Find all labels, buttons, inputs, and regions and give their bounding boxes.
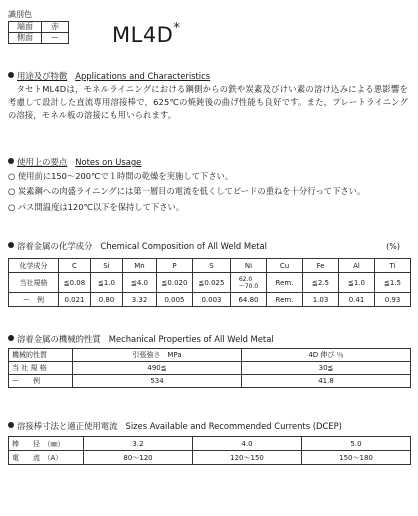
mech-example-row (9, 375, 411, 388)
bullet-icon (8, 72, 14, 78)
sizes-row-label: 棒 径 （㎜） (9, 437, 84, 451)
usage-title-en: Notes on Usage (75, 157, 142, 167)
chem-row-label: ー 例 (9, 293, 59, 307)
chem-cell: ≦0.08 (59, 273, 91, 293)
chem-cell: Rem. (267, 293, 303, 307)
sizes-cell: 5.0 (302, 437, 411, 451)
sizes-heading (8, 421, 342, 432)
applications-heading (8, 71, 210, 82)
chem-row-label: 当社規格 (9, 273, 59, 293)
mech-header: 引張強さ MPa (73, 349, 242, 362)
id-color-label: 端面 (9, 22, 42, 33)
chem-cell: Rem. (267, 273, 303, 293)
chem-cell: 0.021 (59, 293, 91, 307)
sizes-cell: 120〜150 (193, 451, 302, 465)
id-color-value: 赤 (42, 22, 69, 33)
chem-header: S (193, 259, 231, 273)
id-color-row-side (9, 33, 69, 44)
mech-cell: 490≦ (73, 362, 242, 375)
mech-cell: 30≦ (242, 362, 411, 375)
mech-cell: 41.8 (242, 375, 411, 388)
id-color-label: 側面 (9, 33, 42, 44)
ni-range-bottom: 〜70.0 (238, 282, 259, 290)
chem-header: Al (339, 259, 375, 273)
chem-header: Si (91, 259, 123, 273)
chem-header: Ni (231, 259, 267, 273)
mech-spec-row (9, 362, 411, 375)
bullet-icon (8, 242, 14, 248)
chem-cell: ≦1.0 (91, 273, 123, 293)
mech-cell: 534 (73, 375, 242, 388)
mech-header-row (9, 349, 411, 362)
bullet-icon (8, 158, 14, 164)
sizes-current-row (9, 451, 411, 465)
mech-table (8, 348, 411, 388)
applications-title-jp: 用途及び特徴 (17, 71, 68, 81)
chem-cell: 1.03 (303, 293, 339, 307)
chem-title-en: Chemical Composition of All Weld Metal (100, 241, 268, 251)
chem-cell: ≦2.5 (303, 273, 339, 293)
chem-cell: 3.32 (123, 293, 157, 307)
chem-cell: 64.80 (231, 293, 267, 307)
sizes-table (8, 436, 411, 465)
chem-cell: ≦4.0 (123, 273, 157, 293)
mech-title-jp: 溶着金属の機械的性質 (17, 334, 101, 344)
sizes-title-jp: 溶接棒寸法と適正使用電流 (17, 421, 118, 431)
chem-cell-ni-range (231, 273, 267, 293)
usage-heading (8, 157, 141, 168)
identification-color (8, 10, 69, 44)
chem-header: C (59, 259, 91, 273)
chem-header-row (9, 259, 411, 273)
id-color-row-end (9, 22, 69, 33)
chem-spec-row (9, 273, 411, 293)
chem-cell: ≦0.020 (157, 273, 193, 293)
sizes-title-en: Sizes Available and Recommended Currents (DCEP) (125, 421, 342, 431)
bullet-icon (8, 335, 14, 341)
chem-cell: 0.93 (375, 293, 411, 307)
product-name (112, 18, 180, 48)
mech-header: 機械的性質 (9, 349, 73, 362)
usage-note: ○ パス間温度は120℃以下を保持して下さい。 (8, 202, 185, 212)
chem-cell: ≦1.5 (375, 273, 411, 293)
product-code: ML4D (112, 23, 174, 47)
chem-header: Cu (267, 259, 303, 273)
mech-heading (8, 334, 274, 345)
mech-row-label: 当 社 規 格 (9, 362, 73, 375)
sizes-diameter-row (9, 437, 411, 451)
mech-row-label: ー 例 (9, 375, 73, 388)
id-color-value: ー (42, 33, 69, 44)
product-mark: * (173, 21, 181, 36)
applications-body: タセトML4Dは，モネルライニングにおける鋼側からの鉄や炭素及びけい素の溶け込みによる悪影響を考慮して設計した直流専用溶接棒で，625℃の焼鈍後の曲げ性能も良好です。また，プレートライニングの溶接，モネル板の溶接にも用いられます。 (8, 84, 408, 120)
chem-header: Ti (375, 259, 411, 273)
chem-header: P (157, 259, 193, 273)
usage-note: ○ 炭素鋼への肉盛ライニングには第一層目の電流を低くしてビードの重ねを十分行って下さい。 (8, 186, 366, 196)
chem-header: 化学成分 (9, 259, 59, 273)
id-color-caption: 識別色 (8, 10, 32, 19)
sizes-cell: 80〜120 (84, 451, 193, 465)
chem-header: Mn (123, 259, 157, 273)
chem-cell: 0.005 (157, 293, 193, 307)
id-color-table (8, 21, 69, 44)
chem-heading (8, 241, 410, 252)
sizes-cell: 3.2 (84, 437, 193, 451)
ni-range-top: 62.0 (238, 275, 253, 283)
usage-title-jp: 使用上の要点 (17, 157, 68, 167)
chem-cell: ≦1.0 (339, 273, 375, 293)
sizes-cell: 150〜180 (302, 451, 411, 465)
mech-header: 4D 伸び ％ (242, 349, 411, 362)
sizes-cell: 4.0 (193, 437, 302, 451)
chem-cell: 0.80 (91, 293, 123, 307)
chem-cell: ≦0.025 (193, 273, 231, 293)
bullet-icon (8, 422, 14, 428)
applications-title-en: Applications and Characteristics (75, 71, 211, 81)
sizes-row-label: 電 流 （A） (9, 451, 84, 465)
usage-note: ○ 使用前に150〜200℃で１時間の乾燥を実施して下さい。 (8, 171, 234, 181)
chem-header: Fe (303, 259, 339, 273)
chem-cell: 0.003 (193, 293, 231, 307)
mech-title-en: Mechanical Properties of All Weld Metal (108, 334, 274, 344)
chem-title-jp: 溶着金属の化学成分 (17, 241, 93, 251)
chem-cell: 0.41 (339, 293, 375, 307)
chem-example-row (9, 293, 411, 307)
chem-table (8, 258, 411, 307)
chem-unit: (%) (386, 242, 400, 251)
